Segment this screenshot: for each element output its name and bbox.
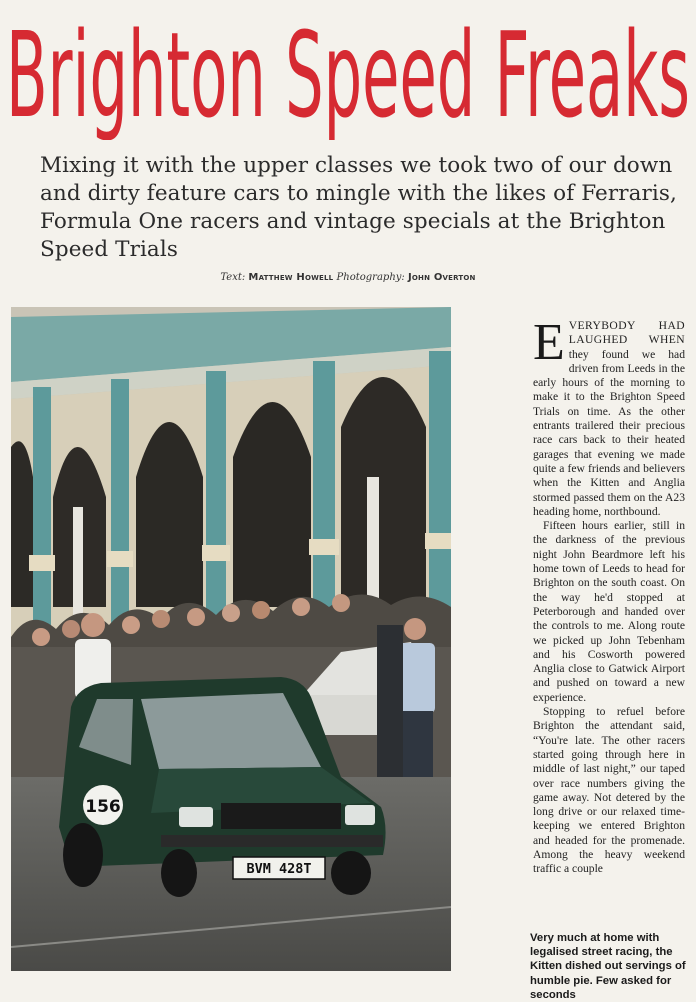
author-name: Matthew Howell <box>248 272 334 283</box>
drop-cap: E <box>533 314 565 371</box>
credits-line <box>0 272 696 283</box>
body-paragraph-3: Stopping to refuel before Brighton the attendant said, “You're late. The other racers started going through here in middle of last night,” our taped over race numbers giving the game away. Not detered by the long drive or our relaxed time-keeping we entered Brighton and headed for the promenade. Among the heavy weekend traffic a couple <box>533 705 685 876</box>
lead-in: VERYBODY HAD LAUGHED WHEN <box>568 319 685 347</box>
body-paragraph-2: Fifteen hours earlier, still in the darkness of the previous night John Beardmore left his home town of Leeds to head for Brighton on the south coast. On the way he'd stopped at Peterborough and handed over the controls to me. Along route we picked up John Tebenham and his Cosworth powered Anglia close to Gatwick Airport and pushed on toward a new experience. <box>533 519 685 704</box>
body-text <box>533 314 685 877</box>
feature-photo <box>11 307 451 971</box>
standfirst: Mixing it with the upper classes we took two of our down and dirty feature cars to mingle with the likes of Ferraris, Formula One racers and vintage specials at the Brighton Speed Trials <box>40 153 677 262</box>
body-paragraph-1-rest: they found we had driven from Leeds in the early hours of the morning to make it to the Brighton Speed Trials on time. As the other entrants trailered their precious race cars back to their heated garages that evening we made quite a few friends and believers when the Kitten and Anglia stormed passed them on the A23 heading home, northbound. <box>533 347 685 518</box>
number-plate: BVM 428T <box>246 861 312 877</box>
headline-banner <box>0 0 696 140</box>
text-credit-label: Text: <box>220 272 246 283</box>
race-number: 156 <box>85 797 121 817</box>
body-paragraph-1 <box>533 314 685 519</box>
photo-credit-label: Photography: <box>336 272 405 283</box>
photographer-name: John Overton <box>407 272 476 283</box>
photo-caption: Very much at home with legalised street racing, the Kitten dished out servings of humble pie. Few asked for seconds <box>530 932 686 1001</box>
headline: Brighton Speed Freaks <box>6 6 690 140</box>
